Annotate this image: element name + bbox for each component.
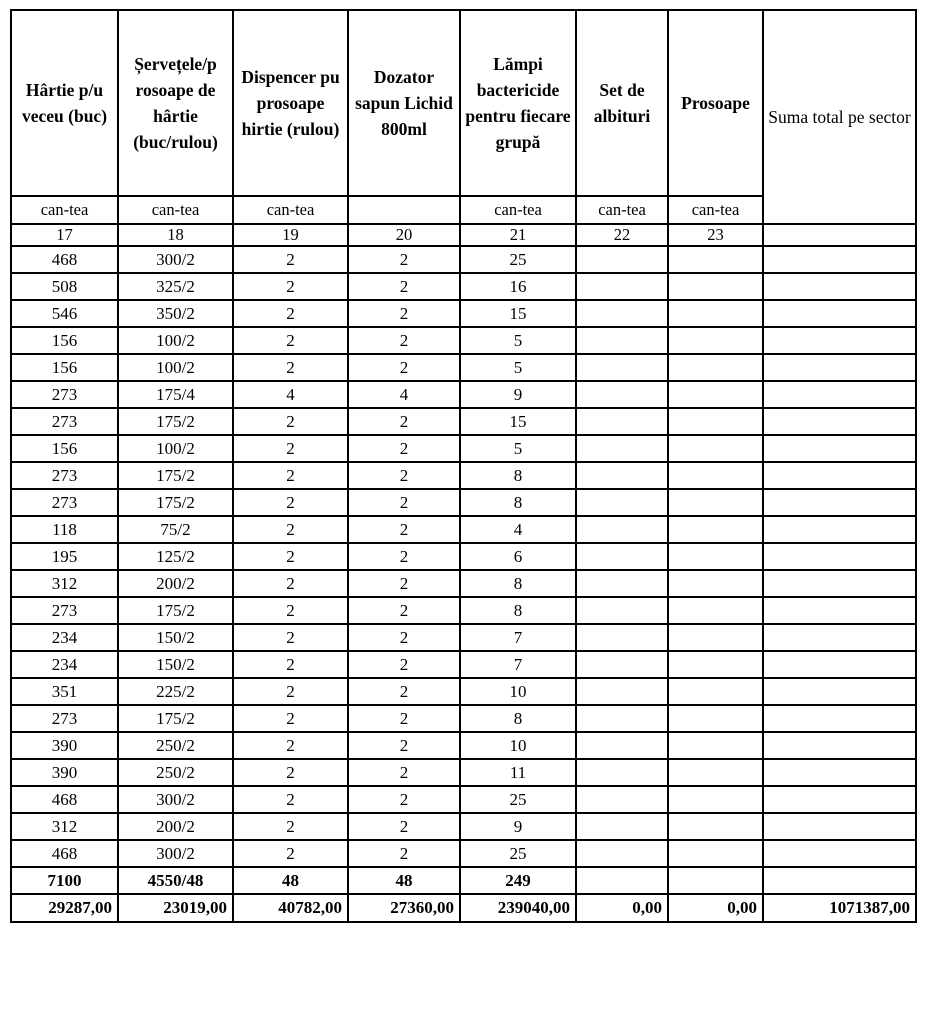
sum-cell: 0,00 xyxy=(668,894,763,922)
data-cell xyxy=(763,273,916,300)
column-number-cell: 23 xyxy=(668,224,763,246)
data-cell: 125/2 xyxy=(118,543,233,570)
data-cell xyxy=(763,516,916,543)
data-cell: 2 xyxy=(233,516,348,543)
header-cell-set-albituri: Set de albituri xyxy=(576,10,668,196)
table-row xyxy=(11,300,916,327)
totals-cell xyxy=(668,867,763,894)
data-cell: 2 xyxy=(233,246,348,273)
data-cell: 100/2 xyxy=(118,327,233,354)
data-cell: 10 xyxy=(460,732,576,759)
sum-cell: 29287,00 xyxy=(11,894,118,922)
data-cell xyxy=(576,786,668,813)
data-cell: 390 xyxy=(11,759,118,786)
table-row xyxy=(11,246,916,273)
data-cell: 2 xyxy=(233,624,348,651)
data-cell xyxy=(668,786,763,813)
data-cell: 250/2 xyxy=(118,732,233,759)
data-cell: 273 xyxy=(11,597,118,624)
data-cell: 2 xyxy=(348,651,460,678)
totals-cell: 7100 xyxy=(11,867,118,894)
data-cell: 5 xyxy=(460,327,576,354)
table-row xyxy=(11,678,916,705)
data-cell: 175/2 xyxy=(118,705,233,732)
data-cell: 2 xyxy=(348,840,460,867)
data-cell: 2 xyxy=(233,327,348,354)
data-cell xyxy=(668,597,763,624)
column-number-cell: 18 xyxy=(118,224,233,246)
data-cell: 2 xyxy=(233,489,348,516)
data-cell: 9 xyxy=(460,813,576,840)
totals-cell xyxy=(576,867,668,894)
sum-cell: 1071387,00 xyxy=(763,894,916,922)
data-cell xyxy=(576,840,668,867)
totals-cell: 48 xyxy=(233,867,348,894)
data-cell: 8 xyxy=(460,570,576,597)
data-cell: 15 xyxy=(460,408,576,435)
data-cell: 2 xyxy=(348,570,460,597)
data-cell xyxy=(576,489,668,516)
data-cell: 4 xyxy=(233,381,348,408)
data-cell xyxy=(668,489,763,516)
data-cell xyxy=(576,570,668,597)
data-cell: 2 xyxy=(348,813,460,840)
data-cell xyxy=(668,813,763,840)
data-cell: 195 xyxy=(11,543,118,570)
data-cell: 25 xyxy=(460,246,576,273)
data-cell: 390 xyxy=(11,732,118,759)
data-cell: 200/2 xyxy=(118,570,233,597)
header-cell-servetele: Șervețele/p rosoape de hârtie (buc/rulou) xyxy=(118,10,233,196)
data-cell xyxy=(576,624,668,651)
data-cell xyxy=(668,246,763,273)
data-cell: 2 xyxy=(348,705,460,732)
data-cell xyxy=(763,678,916,705)
data-cell: 175/2 xyxy=(118,597,233,624)
data-cell xyxy=(576,273,668,300)
data-cell xyxy=(576,300,668,327)
data-cell xyxy=(668,543,763,570)
data-cell: 234 xyxy=(11,651,118,678)
data-cell: 11 xyxy=(460,759,576,786)
data-cell xyxy=(576,327,668,354)
data-cell xyxy=(576,516,668,543)
data-cell xyxy=(763,786,916,813)
table-row xyxy=(11,354,916,381)
data-cell: 75/2 xyxy=(118,516,233,543)
column-number-cell: 22 xyxy=(576,224,668,246)
data-cell xyxy=(576,732,668,759)
data-cell: 2 xyxy=(233,597,348,624)
data-cell: 2 xyxy=(233,840,348,867)
data-cell: 25 xyxy=(460,786,576,813)
data-cell: 2 xyxy=(348,732,460,759)
data-cell: 10 xyxy=(460,678,576,705)
data-cell: 2 xyxy=(348,327,460,354)
data-cell xyxy=(576,381,668,408)
data-cell: 2 xyxy=(233,570,348,597)
sum-cell: 0,00 xyxy=(576,894,668,922)
data-cell: 2 xyxy=(348,678,460,705)
data-cell: 118 xyxy=(11,516,118,543)
table-row xyxy=(11,462,916,489)
data-cell: 2 xyxy=(348,786,460,813)
data-cell: 175/4 xyxy=(118,381,233,408)
data-cell xyxy=(763,597,916,624)
sum-cell: 40782,00 xyxy=(233,894,348,922)
data-cell xyxy=(763,840,916,867)
column-number-cell: 17 xyxy=(11,224,118,246)
data-cell: 2 xyxy=(233,300,348,327)
data-cell: 5 xyxy=(460,354,576,381)
data-cell xyxy=(763,381,916,408)
data-cell: 273 xyxy=(11,381,118,408)
data-cell: 16 xyxy=(460,273,576,300)
table-row xyxy=(11,516,916,543)
data-cell xyxy=(668,300,763,327)
data-cell: 4 xyxy=(460,516,576,543)
data-cell: 273 xyxy=(11,462,118,489)
data-cell xyxy=(668,408,763,435)
header-cell-dozator: Dozator sapun Lichid 800ml xyxy=(348,10,460,196)
header-cell-suma-total: Suma total pe sector xyxy=(763,10,916,224)
data-cell xyxy=(668,435,763,462)
data-cell: 2 xyxy=(233,813,348,840)
column-number-cell: 19 xyxy=(233,224,348,246)
data-cell: 2 xyxy=(233,759,348,786)
totals-cell: 48 xyxy=(348,867,460,894)
data-cell: 300/2 xyxy=(118,840,233,867)
data-cell: 468 xyxy=(11,840,118,867)
data-cell: 2 xyxy=(233,435,348,462)
data-cell xyxy=(763,408,916,435)
data-cell: 2 xyxy=(233,408,348,435)
data-cell: 300/2 xyxy=(118,246,233,273)
data-cell xyxy=(576,354,668,381)
data-cell xyxy=(668,732,763,759)
data-cell: 150/2 xyxy=(118,651,233,678)
table-row xyxy=(11,597,916,624)
header-cell-hartie: Hârtie p/u veceu (buc) xyxy=(11,10,118,196)
data-cell: 2 xyxy=(348,516,460,543)
data-cell xyxy=(576,462,668,489)
data-cell: 2 xyxy=(233,786,348,813)
data-cell xyxy=(576,408,668,435)
data-cell: 312 xyxy=(11,570,118,597)
data-cell: 2 xyxy=(348,354,460,381)
data-cell: 273 xyxy=(11,489,118,516)
data-cell xyxy=(763,327,916,354)
data-cell: 100/2 xyxy=(118,435,233,462)
data-cell: 468 xyxy=(11,246,118,273)
data-cell: 2 xyxy=(348,408,460,435)
totals-cell: 249 xyxy=(460,867,576,894)
data-cell: 300/2 xyxy=(118,786,233,813)
data-cell: 8 xyxy=(460,462,576,489)
data-cell: 2 xyxy=(233,462,348,489)
data-cell xyxy=(668,516,763,543)
data-cell xyxy=(668,381,763,408)
data-cell: 508 xyxy=(11,273,118,300)
data-cell: 2 xyxy=(233,273,348,300)
data-cell xyxy=(576,759,668,786)
sum-cell: 23019,00 xyxy=(118,894,233,922)
data-cell xyxy=(576,651,668,678)
data-cell xyxy=(576,435,668,462)
data-cell: 225/2 xyxy=(118,678,233,705)
table-row xyxy=(11,786,916,813)
totals-row xyxy=(11,867,916,894)
table-row xyxy=(11,381,916,408)
data-cell xyxy=(763,462,916,489)
data-cell: 2 xyxy=(348,543,460,570)
data-cell: 2 xyxy=(348,462,460,489)
sum-cell: 239040,00 xyxy=(460,894,576,922)
table-row xyxy=(11,489,916,516)
data-cell: 9 xyxy=(460,381,576,408)
data-cell xyxy=(763,651,916,678)
unit-cell xyxy=(348,196,460,224)
header-cell-lampi: Lămpi bactericide pentru fiecare grupă xyxy=(460,10,576,196)
data-cell xyxy=(668,624,763,651)
data-cell: 2 xyxy=(233,732,348,759)
totals-cell: 4550/48 xyxy=(118,867,233,894)
data-cell: 2 xyxy=(348,759,460,786)
data-cell: 156 xyxy=(11,327,118,354)
data-cell: 350/2 xyxy=(118,300,233,327)
data-cell xyxy=(763,354,916,381)
data-cell: 2 xyxy=(348,246,460,273)
data-cell xyxy=(668,354,763,381)
data-cell: 150/2 xyxy=(118,624,233,651)
data-cell xyxy=(763,732,916,759)
totals-cell xyxy=(763,867,916,894)
data-cell xyxy=(576,705,668,732)
table-row xyxy=(11,408,916,435)
data-cell: 312 xyxy=(11,813,118,840)
column-number-row xyxy=(11,224,916,246)
unit-cell: can-tea xyxy=(460,196,576,224)
data-cell: 2 xyxy=(233,354,348,381)
data-cell: 156 xyxy=(11,354,118,381)
data-cell: 7 xyxy=(460,651,576,678)
data-cell: 2 xyxy=(348,300,460,327)
header-cell-dispencer: Dispencer pu prosoape hirtie (rulou) xyxy=(233,10,348,196)
data-cell: 175/2 xyxy=(118,462,233,489)
table-row xyxy=(11,651,916,678)
data-cell xyxy=(668,651,763,678)
column-number-cell: 20 xyxy=(348,224,460,246)
data-cell xyxy=(763,624,916,651)
table-row xyxy=(11,813,916,840)
data-cell: 200/2 xyxy=(118,813,233,840)
table-row xyxy=(11,732,916,759)
table-row xyxy=(11,624,916,651)
column-number-cell xyxy=(763,224,916,246)
data-cell xyxy=(576,543,668,570)
data-cell: 8 xyxy=(460,705,576,732)
data-cell xyxy=(576,678,668,705)
data-cell: 2 xyxy=(233,543,348,570)
data-cell: 351 xyxy=(11,678,118,705)
data-cell: 2 xyxy=(348,273,460,300)
data-cell xyxy=(668,759,763,786)
data-cell: 7 xyxy=(460,624,576,651)
sum-cell: 27360,00 xyxy=(348,894,460,922)
unit-cell: can-tea xyxy=(576,196,668,224)
data-cell: 5 xyxy=(460,435,576,462)
table-row xyxy=(11,759,916,786)
data-cell xyxy=(763,759,916,786)
data-cell xyxy=(576,246,668,273)
data-cell: 2 xyxy=(233,678,348,705)
data-cell: 273 xyxy=(11,408,118,435)
table-row xyxy=(11,543,916,570)
header-cell-prosoape: Prosoape xyxy=(668,10,763,196)
data-cell: 175/2 xyxy=(118,408,233,435)
table-row xyxy=(11,435,916,462)
data-cell xyxy=(576,813,668,840)
supplies-table xyxy=(10,9,917,923)
data-cell xyxy=(668,570,763,597)
data-cell: 2 xyxy=(348,597,460,624)
data-cell xyxy=(763,543,916,570)
table-row xyxy=(11,705,916,732)
data-cell: 156 xyxy=(11,435,118,462)
data-cell: 468 xyxy=(11,786,118,813)
data-cell xyxy=(668,273,763,300)
table-row xyxy=(11,570,916,597)
data-cell: 8 xyxy=(460,489,576,516)
data-cell: 546 xyxy=(11,300,118,327)
data-cell: 234 xyxy=(11,624,118,651)
data-cell: 15 xyxy=(460,300,576,327)
data-cell xyxy=(763,300,916,327)
data-cell: 4 xyxy=(348,381,460,408)
data-cell: 2 xyxy=(233,651,348,678)
data-cell xyxy=(763,813,916,840)
sum-row xyxy=(11,894,916,922)
data-cell: 273 xyxy=(11,705,118,732)
data-cell xyxy=(576,597,668,624)
table-row xyxy=(11,327,916,354)
unit-cell: can-tea xyxy=(11,196,118,224)
data-cell xyxy=(668,705,763,732)
data-cell: 2 xyxy=(233,705,348,732)
data-cell xyxy=(763,435,916,462)
data-cell: 250/2 xyxy=(118,759,233,786)
data-cell xyxy=(668,327,763,354)
data-cell: 2 xyxy=(348,624,460,651)
data-cell xyxy=(763,246,916,273)
column-number-cell: 21 xyxy=(460,224,576,246)
data-cell xyxy=(668,462,763,489)
data-cell: 175/2 xyxy=(118,489,233,516)
data-cell xyxy=(763,570,916,597)
data-cell xyxy=(763,489,916,516)
unit-cell: can-tea xyxy=(233,196,348,224)
table-row xyxy=(11,840,916,867)
header-row xyxy=(11,10,916,196)
data-cell: 8 xyxy=(460,597,576,624)
data-cell xyxy=(763,705,916,732)
data-cell: 25 xyxy=(460,840,576,867)
unit-cell: can-tea xyxy=(118,196,233,224)
data-cell: 6 xyxy=(460,543,576,570)
data-cell: 325/2 xyxy=(118,273,233,300)
data-cell: 2 xyxy=(348,435,460,462)
data-cell: 2 xyxy=(348,489,460,516)
data-cell xyxy=(668,840,763,867)
data-cell xyxy=(668,678,763,705)
unit-cell: can-tea xyxy=(668,196,763,224)
data-cell: 100/2 xyxy=(118,354,233,381)
table-row xyxy=(11,273,916,300)
